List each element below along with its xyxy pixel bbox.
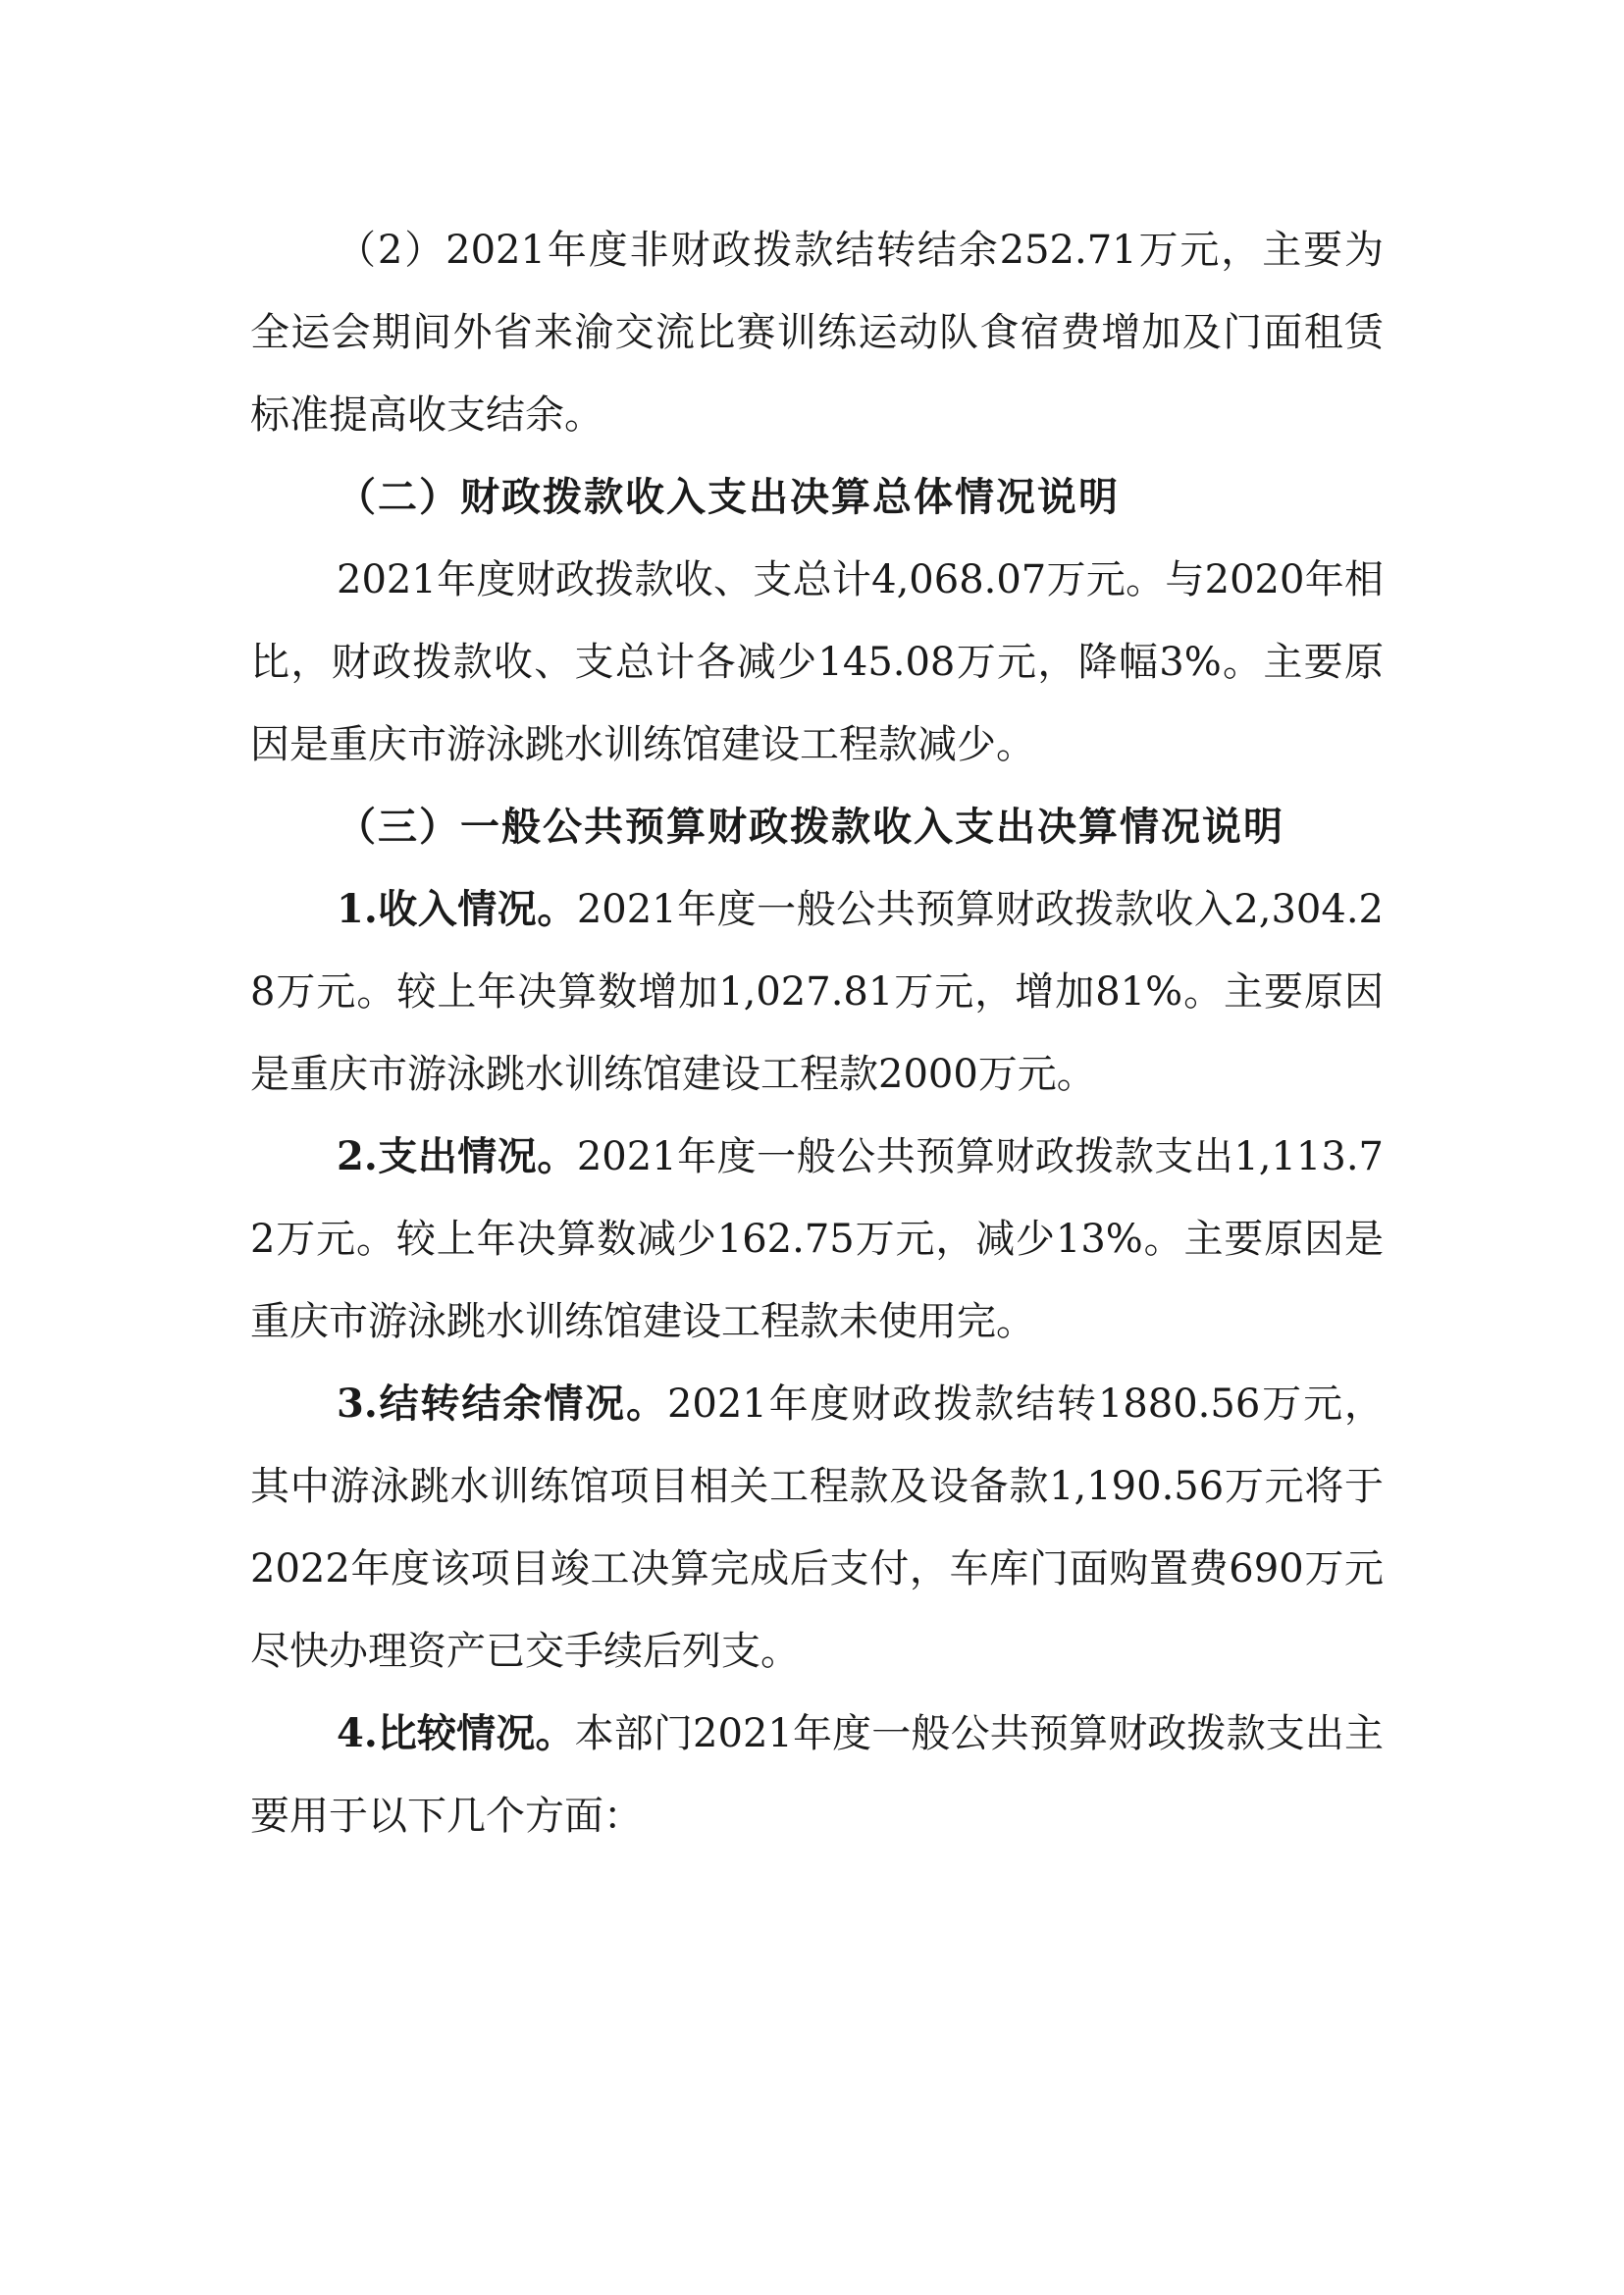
paragraph-lead: 2.支出情况。 <box>337 1133 577 1179</box>
paragraph-text: 本部门2021年度一般公共预算财政拨款支出主要用于以下几个方面： <box>250 1711 1384 1839</box>
section-heading-fiscal-overview: （二）财政拨款收入支出决算总体情况说明 <box>337 474 1120 520</box>
paragraph-comparison <box>250 1693 1384 1857</box>
paragraph-text: 2021年度一般公共预算财政拨款支出1,113.72万元。较上年决算数减少162.75万元，减少13%。主要原因是重庆市游泳跳水训练馆建设工程款未使用完。 <box>250 1134 1384 1344</box>
paragraph-income <box>250 868 1384 1116</box>
document-body <box>250 209 1384 1857</box>
paragraph-expenditure <box>250 1116 1384 1363</box>
section-heading-general-budget: （三）一般公共预算财政拨款收入支出决算情况说明 <box>337 804 1284 850</box>
paragraph-lead: 3.结转结余情况。 <box>337 1381 667 1427</box>
paragraph-text: 2021年度财政拨款收、支总计4,068.07万元。与2020年相比，财政拨款收、支总计各减少145.08万元，降幅3%。主要原因是重庆市游泳跳水训练馆建设工程款减少。 <box>250 557 1384 767</box>
paragraph-fiscal-overview <box>250 539 1384 786</box>
paragraph-carryover <box>250 1363 1384 1693</box>
paragraph-lead: 1.收入情况。 <box>337 886 577 932</box>
paragraph-non-fiscal-balance <box>250 209 1384 456</box>
paragraph-text: （2）2021年度非财政拨款结转结余252.71万元，主要为全运会期间外省来渝交流比赛训练运动队食宿费增加及门面租赁标准提高收支结余。 <box>250 228 1384 438</box>
paragraph-text: 2021年度财政拨款结转1880.56万元，其中游泳跳水训练馆项目相关工程款及设备款1,190.56万元将于2022年度该项目竣工决算完成后支付，车库门面购置费690万元尽快办理资产已交手续后列支。 <box>250 1382 1384 1674</box>
paragraph-lead: 4.比较情况。 <box>337 1710 575 1756</box>
paragraph-text: 2021年度一般公共预算财政拨款收入2,304.28万元。较上年决算数增加1,027.81万元，增加81%。主要原因是重庆市游泳跳水训练馆建设工程款2000万元。 <box>250 887 1384 1097</box>
